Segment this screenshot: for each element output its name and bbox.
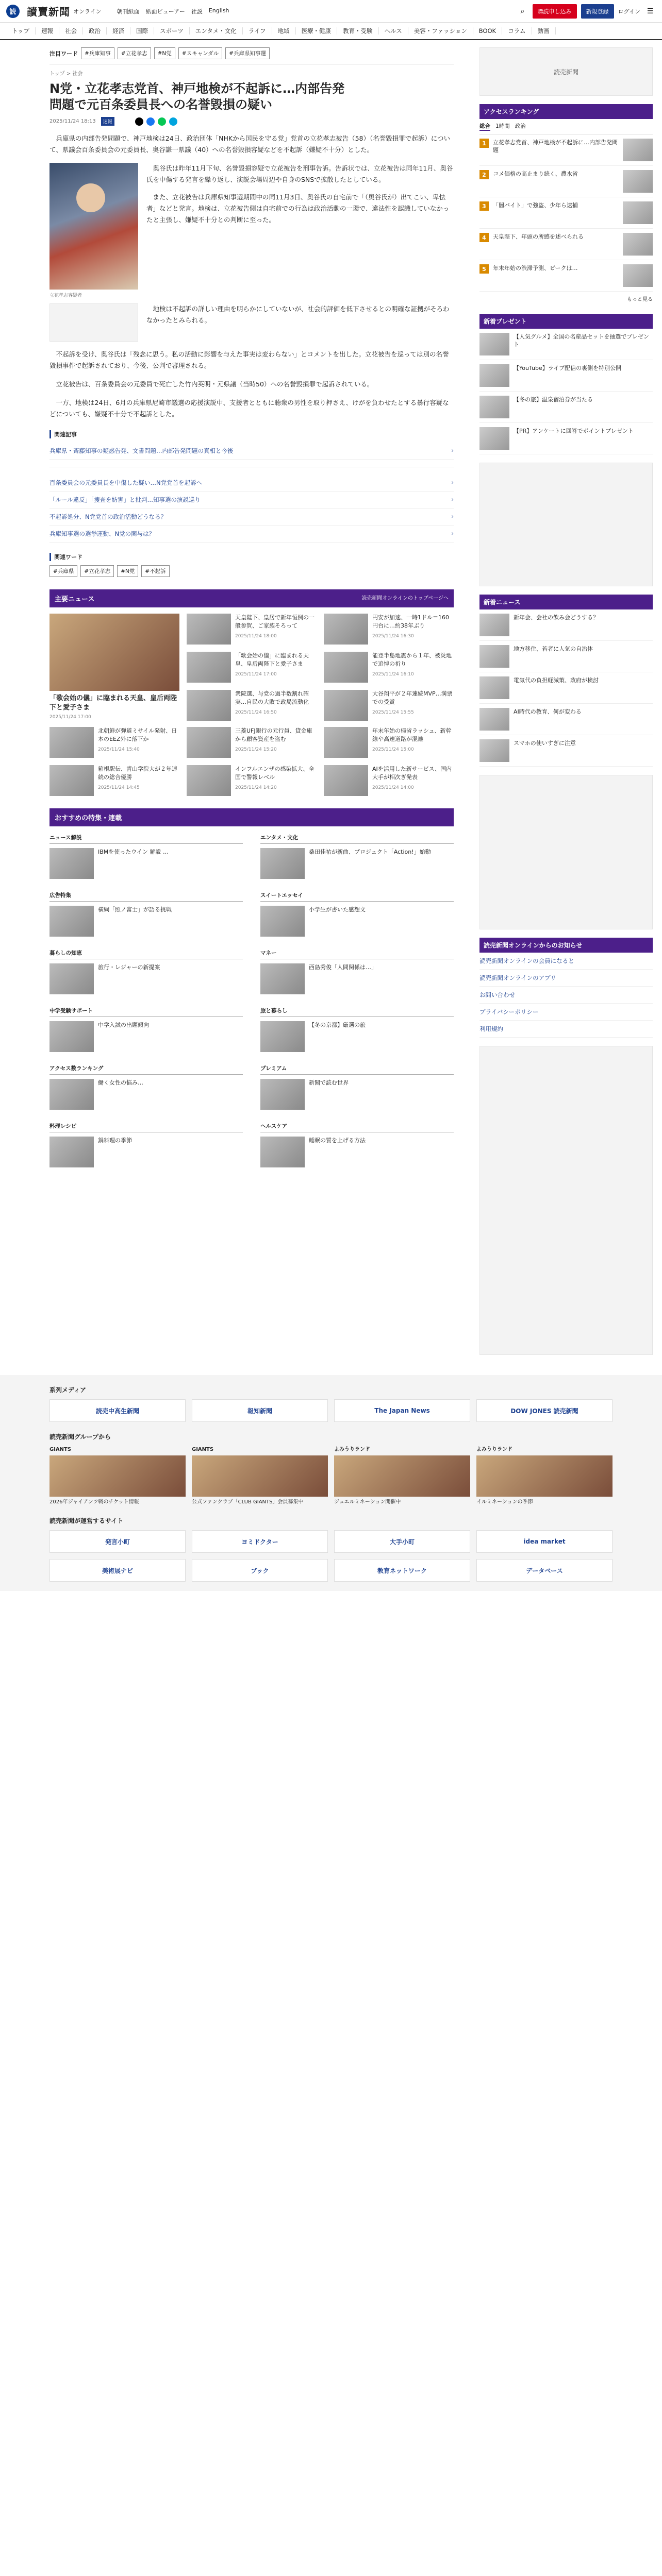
feature-thumbnail	[260, 963, 305, 994]
feature-thumbnail	[49, 1021, 94, 1052]
feature-title: 横綱「照ノ富士」が語る挑戦	[98, 906, 172, 913]
feature-item[interactable]	[260, 949, 454, 994]
news-date: 2025/11/24 15:40	[98, 747, 140, 752]
side-news-title: 地方移住、若者に人気の自治体	[514, 646, 593, 652]
feature-category: 広告特集	[49, 891, 243, 902]
present-title: 【YouTube】ライブ配信の裏側を特別公開	[514, 365, 622, 371]
related-item[interactable]	[49, 492, 454, 509]
feature-title: 鍋料理の季節	[98, 1137, 132, 1144]
header-link[interactable]: 社説	[191, 8, 203, 15]
article-badge: 速報	[101, 117, 114, 126]
register-button[interactable]: 新規登録	[581, 4, 614, 19]
header-links	[117, 7, 229, 15]
article-body	[49, 133, 454, 420]
sidebar-ad[interactable]: 読売新聞	[479, 47, 653, 96]
hot-words-label: 注目ワード	[49, 50, 78, 57]
ranking-tab[interactable]: 総合	[479, 122, 490, 131]
news-date: 2025/11/24 17:00	[235, 672, 277, 677]
chevron-right-icon: ›	[451, 513, 454, 520]
chevron-right-icon: ›	[451, 447, 454, 454]
present-title: 【冬の旅】温泉宿泊券が当たる	[514, 396, 593, 403]
news-title: 箱根駅伝、青山学院大が２年連続の総合優勝	[98, 766, 177, 781]
news-date: 2025/11/24 15:00	[372, 747, 414, 752]
info-link[interactable]: 読売新聞オンラインのアプリ	[479, 970, 653, 987]
feature-thumbnail	[260, 848, 305, 879]
news-title: 「歌会始の儀」に臨まれる天皇、皇后両陛下と愛子さま	[235, 652, 309, 667]
related-item[interactable]	[49, 509, 454, 526]
top-news-grid	[49, 614, 454, 721]
news-card[interactable]	[324, 614, 454, 645]
ranking-thumbnail	[623, 201, 653, 224]
feature-item[interactable]	[260, 1007, 454, 1052]
feature-item[interactable]	[49, 834, 243, 879]
sidebar	[464, 40, 662, 1355]
related-item-text: 百条委員会の元委員長を中傷した疑い…N党党首を起訴へ	[49, 479, 203, 486]
ranking-title: 立花孝志党首、神戸地検が不起訴に…内部告発問題	[493, 139, 618, 154]
feature-title: 桑田佳祐が新曲、プロジェクト「Action!」始動	[309, 849, 431, 855]
group-image	[49, 1455, 186, 1497]
hot-word-tag[interactable]: #兵庫県知事選	[225, 47, 270, 59]
top-news-header	[49, 589, 454, 607]
feature-thumbnail	[49, 963, 94, 994]
news-thumbnail	[187, 765, 231, 796]
feature-item[interactable]	[260, 834, 454, 879]
news-card[interactable]	[324, 765, 454, 796]
news-card[interactable]	[187, 690, 317, 721]
nav-item[interactable]: 政治	[83, 27, 107, 35]
rank-number: 2	[479, 170, 489, 179]
present-title: 【人気グルメ】全国の名産品セットを抽選でプレゼント	[514, 333, 649, 348]
news-title: インフルエンザの感染拡大、全国で警報レベル	[235, 766, 315, 781]
info-list	[479, 953, 653, 1038]
related-item-text: 兵庫知事選の選挙運動、N党の関与は？	[49, 530, 155, 537]
news-title: 三菱UFJ銀行の元行員、貸金庫から顧客資産を盗む	[235, 727, 312, 742]
keyword-tag[interactable]: #N党	[117, 565, 138, 577]
keywords-heading: 関連ワード	[49, 553, 454, 561]
feature-thumbnail	[49, 1137, 94, 1167]
group-name: よみうりランド	[334, 1447, 370, 1452]
nav-item[interactable]: 国際	[130, 27, 154, 35]
news-title: 大谷翔平が２年連続MVP…満票での受賞	[372, 690, 453, 705]
group-name: よみうりランド	[476, 1447, 512, 1452]
news-title: 北朝鮮が弾道ミサイル発射、日本のEEZ外に落下か	[98, 727, 177, 742]
group-name: GIANTS	[192, 1447, 214, 1452]
article-paragraph: 地検は不起訴の詳しい理由を明らかにしていないが、社会的評価を低下させるとの明確な証拠がそろわなかったとみられる。	[146, 305, 450, 324]
feature-category: マネー	[260, 949, 454, 959]
search-icon[interactable]: ⌕	[520, 7, 525, 15]
site-logo-link[interactable]: 大手小町	[334, 1530, 470, 1553]
ranking-item[interactable]	[479, 166, 653, 197]
news-card[interactable]	[187, 652, 317, 683]
feature-item[interactable]	[49, 949, 243, 994]
nav-item[interactable]: 動画	[532, 27, 556, 35]
ranking-title: 「闇バイト」で強盗、少年ら逮捕	[493, 202, 578, 209]
feature-thumbnail	[260, 1137, 305, 1167]
news-thumbnail	[324, 690, 368, 721]
media-logo[interactable]: 読売中高生新聞	[49, 1399, 186, 1422]
news-date: 2025/11/24 18:00	[235, 634, 277, 639]
footer-media-logos	[49, 1399, 613, 1422]
article-photo[interactable]	[49, 163, 138, 290]
feature-photo	[49, 614, 179, 691]
sidebar-ad-2[interactable]	[479, 463, 653, 586]
logo-icon[interactable]: 読	[6, 5, 20, 18]
ranking-item[interactable]	[479, 197, 653, 229]
present-thumbnail	[479, 364, 509, 387]
global-nav	[0, 23, 662, 40]
logo-suffix: オンライン	[73, 8, 102, 15]
news-card[interactable]	[187, 727, 317, 758]
top-news-more	[49, 727, 454, 796]
feature-item[interactable]	[260, 1122, 454, 1167]
osusume-label: おすすめの特集・連載	[55, 815, 122, 822]
article-paragraph: 立花被告は、百条委員会の元委員で死亡した竹内英明・元県議（当時50）への名誉毀損罪で起訴されている。	[56, 380, 374, 388]
side-news-item[interactable]	[479, 672, 653, 704]
feature-category: 暮らしの知恵	[49, 949, 243, 959]
footer-sites	[49, 1530, 613, 1582]
side-news-title: 電気代の負担軽減策、政府が検討	[514, 677, 599, 684]
present-item[interactable]	[479, 392, 653, 423]
site-logo-link[interactable]: ブック	[192, 1559, 328, 1582]
news-thumbnail	[324, 727, 368, 758]
group-title: 2026年ジャイアンツ戦のチケット情報	[49, 1499, 139, 1505]
present-item[interactable]	[479, 360, 653, 392]
group-image	[476, 1455, 613, 1497]
ranking-title: コメ価格の高止まり続く、農水省	[493, 171, 578, 177]
group-card[interactable]	[476, 1446, 613, 1506]
feature-category: エンタメ・文化	[260, 834, 454, 844]
present-header: 新着プレゼント	[479, 314, 653, 329]
related-link-text: 兵庫県・斎藤知事の疑惑告発、文書問題…内部告発問題の真相と今後	[49, 447, 234, 454]
side-news-title: 新年会、会社の飲み会どうする？	[514, 614, 599, 621]
nav-item[interactable]: ライフ	[243, 27, 272, 35]
group-image	[334, 1455, 470, 1497]
nav-item[interactable]: 教育・受験	[337, 27, 379, 35]
present-title: 【PR】アンケートに回答でポイントプレゼント	[514, 428, 634, 434]
nav-item[interactable]: 速報	[36, 27, 59, 35]
osusume-header	[49, 808, 454, 826]
main-column	[0, 40, 464, 1355]
feature-category: アクセス数ランキング	[49, 1064, 243, 1075]
article-paragraph: 奥谷氏は昨年11月下旬、名誉毀損容疑で立花被告を刑事告訴。告訴状では、立花被告は同年11月、奥谷氏を中傷する発言を繰り返し、演説会場周辺や自身のSNSで拡散したとしている。	[146, 164, 453, 183]
nav-item[interactable]: 社会	[59, 27, 83, 35]
nav-item[interactable]: 美容・ファッション	[408, 27, 473, 35]
feature-thumbnail	[49, 1079, 94, 1110]
feature-category: プレミアム	[260, 1064, 454, 1075]
article-paragraph: また、立花被告は兵庫県知事選期間中の同11月3日、奥谷氏の自宅前で「（奥谷氏が）出てこい、卑怯者」などと発言。地検は、立花被告側は自宅前での行為は政治活動の一環で、違法性を認識していなかったと主張し、嫌疑不十分との判断に至った。	[146, 193, 450, 224]
menu-icon[interactable]: ☰	[647, 7, 654, 15]
feature-thumbnail	[260, 906, 305, 937]
feature-item[interactable]	[260, 891, 454, 937]
present-thumbnail	[479, 427, 509, 450]
top-news-label: 主要ニュース	[55, 596, 95, 603]
related-item-text: 不起訴処分、N党党首の政治活動どうなる？	[49, 513, 167, 520]
news-thumbnail	[324, 614, 368, 645]
info-link[interactable]: 利用規約	[479, 1021, 653, 1038]
feature-item[interactable]	[49, 1122, 243, 1167]
ranking-header: アクセスランキング	[479, 104, 653, 119]
news-thumbnail	[49, 765, 94, 796]
footer-groups	[49, 1446, 613, 1506]
news-card[interactable]	[324, 652, 454, 683]
related-item-text: 「ルール違反」「捜査を妨害」と批判…知事選の演説巡り	[49, 496, 201, 503]
media-logo[interactable]: The Japan News	[334, 1399, 470, 1422]
news-title: 天皇陛下、皇居で新年恒例の一般参賀、ご家族そろって	[235, 614, 315, 629]
chevron-right-icon: ›	[451, 496, 454, 503]
side-news-thumbnail	[479, 614, 509, 636]
sidebar-ad-3[interactable]	[479, 775, 653, 929]
nav-item[interactable]: BOOK	[473, 27, 502, 35]
x-share-icon[interactable]	[135, 117, 143, 126]
side-news-title: スマホの使いすぎに注意	[514, 740, 576, 747]
chevron-right-icon: ›	[451, 530, 454, 537]
ranking-more[interactable]: もっと見る	[627, 297, 653, 302]
article-paragraph: 兵庫県の内部告発問題で、神戸地検は24日、政治団体「NHKから国民を守る党」党首の立花孝志被告（58）（名誉毀損罪で起訴）について、県議会百条委員会の元委員長、奥谷謙一県議（40）への名誉毀損容疑などを不起訴（嫌疑不十分）とした。	[49, 134, 451, 154]
site-logo-link[interactable]: idea market	[476, 1530, 613, 1553]
login-link[interactable]: ログイン	[618, 8, 640, 15]
info-link[interactable]: プライバシーポリシー	[479, 1004, 653, 1021]
breadcrumb[interactable]: トップ > 社会	[49, 71, 83, 77]
ranking-list	[479, 134, 653, 292]
side-news-thumbnail	[479, 645, 509, 668]
present-thumbnail	[479, 396, 509, 418]
side-news-item[interactable]	[479, 735, 653, 767]
rank-number: 5	[479, 264, 489, 274]
news-title: AIを活用した新サービス、国内大手が相次ぎ発表	[372, 766, 452, 781]
keyword-tag[interactable]: #立花孝志	[80, 565, 114, 577]
feature-title: 【冬の京都】厳選の旅	[309, 1022, 366, 1028]
side-news-item[interactable]	[479, 641, 653, 672]
news-date: 2025/11/24 16:50	[235, 710, 277, 715]
group-title: 公式ファンクラブ「CLUB GIANTS」会員募集中	[192, 1499, 304, 1505]
site-header	[0, 0, 662, 23]
group-card[interactable]	[334, 1446, 470, 1506]
header-link[interactable]: 紙面ビューアー	[145, 8, 185, 15]
side-news-thumbnail	[479, 739, 509, 762]
hot-word-tag[interactable]: #兵庫知事	[81, 47, 114, 59]
share-buttons	[135, 117, 177, 126]
ranking-thumbnail	[623, 233, 653, 256]
news-date: 2025/11/24 15:55	[372, 710, 414, 715]
sidebar-ad-4[interactable]	[479, 1046, 653, 1355]
ranking-item[interactable]	[479, 134, 653, 166]
subscribe-button[interactable]: 購読申し込み	[533, 4, 577, 19]
feature-thumbnail	[260, 1079, 305, 1110]
news-card[interactable]	[49, 765, 179, 796]
rank-number: 4	[479, 233, 489, 242]
nav-item[interactable]: 地域	[272, 27, 296, 35]
news-date: 2025/11/24 15:20	[235, 747, 277, 752]
info-header: 読売新聞オンラインからのお知らせ	[479, 938, 653, 953]
news-card[interactable]	[324, 727, 454, 758]
footer-sites-label: 読売新聞が運営するサイト	[49, 1517, 124, 1524]
news-title: 衆院選、与党の過半数割れ確実…自民の大敗で政局流動化	[235, 690, 309, 705]
news-thumbnail	[49, 727, 94, 758]
news-thumbnail	[187, 690, 231, 721]
group-card[interactable]	[49, 1446, 186, 1506]
ranking-item[interactable]	[479, 260, 653, 292]
site-logo-link[interactable]: 美術展ナビ	[49, 1559, 186, 1582]
feature-thumbnail	[49, 906, 94, 937]
feature-category: ヘルスケア	[260, 1122, 454, 1132]
nav-item[interactable]: コラム	[502, 27, 532, 35]
feature-category: ニュース解説	[49, 834, 243, 844]
feature-title: 中学入試の出題傾向	[98, 1022, 149, 1028]
ranking-tabs	[479, 119, 653, 134]
news-card[interactable]	[49, 727, 179, 758]
article-paragraph: 一方、地検は24日、6月の兵庫県尼崎市議選の応援演説中、支援者とともに聴衆の男性を取り押さえ、けがを負わせたとする暴行容疑などについても、嫌疑不十分で不起訴とした。	[49, 399, 449, 418]
nav-item[interactable]: 経済	[107, 27, 130, 35]
feature-title: 働く女性の悩み…	[98, 1079, 143, 1086]
hot-word-tag[interactable]: #N党	[154, 47, 175, 59]
side-news-list	[479, 609, 653, 767]
hot-words	[49, 40, 454, 65]
present-thumbnail	[479, 333, 509, 355]
ranking-thumbnail	[623, 139, 653, 161]
info-link[interactable]: 読売新聞オンラインの会員になると	[479, 953, 653, 970]
photo-caption: 立花孝志容疑者	[49, 293, 82, 298]
group-name: GIANTS	[49, 1447, 72, 1452]
news-thumbnail	[324, 765, 368, 796]
top-feature[interactable]	[49, 614, 179, 721]
keyword-tag[interactable]: #不起訴	[141, 565, 169, 577]
article-title: N党・立花孝志党首、神戸地検が不起訴に…内部告発問題で元百条委員長への名誉毀損の疑い	[49, 81, 345, 112]
news-title: 円安が加速、一時1ドル＝160円台に…約38年ぶり	[372, 614, 449, 629]
ranking-tab[interactable]: 政治	[515, 123, 526, 129]
present-item[interactable]	[479, 423, 653, 454]
site-logo-link[interactable]: 発言小町	[49, 1530, 186, 1553]
feature-category: スイートエッセイ	[260, 891, 454, 902]
news-title: 年末年始の帰省ラッシュ、新幹線や高速道路が混雑	[372, 727, 452, 742]
hot-word-tag[interactable]: #立花孝志	[118, 47, 151, 59]
present-list	[479, 329, 653, 454]
feature-date: 2025/11/24 17:00	[49, 715, 91, 720]
feature-item[interactable]	[260, 1064, 454, 1110]
side-news-item[interactable]	[479, 609, 653, 641]
info-link[interactable]: お問い合わせ	[479, 987, 653, 1004]
news-date: 2025/11/24 14:00	[372, 785, 414, 790]
related-item[interactable]	[49, 474, 454, 492]
related-link[interactable]	[49, 443, 454, 460]
ranking-tab[interactable]: 1時間	[495, 123, 510, 129]
keyword-tag[interactable]: #兵庫県	[49, 565, 77, 577]
feature-title: 新聞で読む世界	[309, 1079, 349, 1086]
group-card[interactable]	[192, 1446, 328, 1506]
feature-title: 睡眠の質を上げる方法	[309, 1137, 366, 1144]
side-news-thumbnail	[479, 708, 509, 731]
news-title: 能登半島地震から１年、被災地で追悼の祈り	[372, 652, 452, 667]
rank-number: 1	[479, 139, 489, 148]
ranking-thumbnail	[623, 170, 653, 193]
hatena-share-icon[interactable]	[169, 117, 177, 126]
footer-media-label: 系列メディア	[49, 1386, 87, 1394]
group-title: イルミネーションの季節	[476, 1499, 533, 1505]
footer-group-label: 読売新聞グループから	[49, 1433, 111, 1440]
media-logo[interactable]: DOW JONES 読売新聞	[476, 1399, 613, 1422]
osusume-grid	[49, 834, 454, 1167]
news-card[interactable]	[324, 690, 454, 721]
chevron-right-icon: ›	[451, 479, 454, 486]
facebook-share-icon[interactable]	[146, 117, 155, 126]
site-logo-link[interactable]: 教育ネットワーク	[334, 1559, 470, 1582]
feature-category: 旅と暮らし	[260, 1007, 454, 1017]
article-date: 2025/11/24 18:13	[49, 118, 96, 124]
feature-item[interactable]	[49, 1064, 243, 1110]
feature-title: 小学生が書いた感想文	[309, 906, 366, 913]
news-thumbnail	[187, 614, 231, 645]
header-link[interactable]: 朝刊紙面	[117, 8, 140, 15]
feature-title: 「歌会始の儀」に臨まれる天皇、皇后両陛下と愛子さま	[49, 694, 177, 711]
feature-title: 旅行・レジャーの新提案	[98, 964, 160, 971]
article-meta	[49, 117, 454, 126]
news-date: 2025/11/24 16:10	[372, 672, 414, 677]
nav-item[interactable]: トップ	[6, 27, 36, 35]
inline-ad[interactable]	[49, 303, 138, 342]
related-item[interactable]	[49, 526, 454, 543]
present-item[interactable]	[479, 329, 653, 360]
nav-item[interactable]: エンタメ・文化	[190, 27, 243, 35]
related-heading: 関連記事	[49, 430, 454, 438]
news-date: 2025/11/24 16:30	[372, 634, 414, 639]
media-logo[interactable]: 報知新聞	[192, 1399, 328, 1422]
news-date: 2025/11/24 14:45	[98, 785, 140, 790]
news-date: 2025/11/24 14:20	[235, 785, 277, 790]
footer	[0, 1376, 662, 1591]
feature-item[interactable]	[49, 891, 243, 937]
ranking-title: 天皇陛下、年頭の所感を述べられる	[493, 233, 584, 240]
site-logo[interactable]: 讀賣新聞	[27, 6, 70, 18]
article-paragraph: 不起訴を受け、奥谷氏は「残念に思う。私の活動に影響を与えた事実は変わらない」とコメントを出した。立花被告を巡っては別の名誉毀損事件で起訴されており、今後、公判で審理される。	[49, 350, 449, 369]
hot-word-tag[interactable]: #スキャンダル	[178, 47, 222, 59]
rank-number: 3	[479, 201, 489, 211]
news-thumbnail	[187, 652, 231, 683]
side-news-header: 新着ニュース	[479, 595, 653, 609]
news-thumbnail	[187, 727, 231, 758]
site-logo-link[interactable]: ヨミドクター	[192, 1530, 328, 1553]
news-card[interactable]	[187, 765, 317, 796]
nav-item[interactable]: ヘルス	[379, 27, 408, 35]
related-list	[49, 474, 454, 543]
side-news-item[interactable]	[479, 704, 653, 735]
side-news-thumbnail	[479, 676, 509, 699]
ranking-item[interactable]	[479, 229, 653, 260]
group-image	[192, 1455, 328, 1497]
ranking-title: 年末年始の渋滞予測、ピークは…	[493, 265, 578, 272]
feature-category: 中学受験サポート	[49, 1007, 243, 1017]
keyword-tags	[49, 565, 454, 577]
header-link[interactable]: English	[208, 7, 229, 14]
feature-title: 西島秀俊「人間関係は…」	[309, 964, 377, 971]
side-news-title: AI時代の教育、何が変わる	[514, 708, 582, 715]
site-logo-link[interactable]: データベース	[476, 1559, 613, 1582]
news-card[interactable]	[187, 614, 317, 645]
top-page-link[interactable]: 読売新聞オンラインのトップページへ	[361, 596, 449, 601]
feature-title: IBMを使ったウイン 解説 …	[98, 849, 169, 855]
feature-item[interactable]	[49, 1007, 243, 1052]
nav-item[interactable]: スポーツ	[154, 27, 190, 35]
feature-thumbnail	[260, 1021, 305, 1052]
news-thumbnail	[324, 652, 368, 683]
line-share-icon[interactable]	[158, 117, 166, 126]
feature-category: 料理レシピ	[49, 1122, 243, 1132]
group-title: ジュエルミネーション開催中	[334, 1499, 401, 1505]
feature-thumbnail	[49, 848, 94, 879]
ranking-thumbnail	[623, 264, 653, 287]
nav-item[interactable]: 医療・健康	[296, 27, 338, 35]
